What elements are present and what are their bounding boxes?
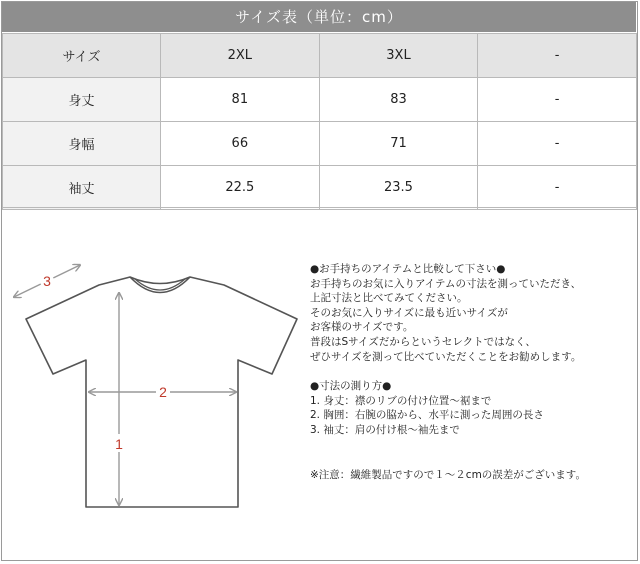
compare-line: ぜひサイズを測って比べていただくことをお勧めします。 [310,350,582,363]
table-cell: 66 [161,122,320,166]
table-row [3,166,637,210]
chest-label: 2 [159,384,167,400]
table-cell: 71 [319,122,478,166]
measure-line: 3. 袖丈：肩の付け根～袖先まで [310,423,460,436]
row-label: 袖丈 [3,166,161,210]
header-cell-3xl: 3XL [319,34,478,78]
row-label: 身幅 [3,122,161,166]
compare-line: そのお気に入りサイズに最も近いサイズが [310,306,508,319]
compare-line: お手持ちのお気に入りアイテムの寸法を測っていただき、 [310,277,582,290]
row-label: 身丈 [3,78,161,122]
table-row [3,78,637,122]
table-cell: - [478,166,637,210]
compare-line: 上記寸法と比べてみてください。 [310,292,468,305]
section-divider [2,207,637,208]
table-header-row [3,34,637,78]
caution-note: ※注意：繊維製品ですので１～２cmの誤差がございます。 [310,468,586,481]
table-cell: 23.5 [319,166,478,210]
measurement-notes [310,262,586,482]
table-cell: - [478,78,637,122]
length-label: 1 [115,436,123,452]
header-cell-dash: - [478,34,637,78]
header-cell-2xl: 2XL [161,34,320,78]
compare-line: お客様のサイズです。 [310,321,414,334]
table-cell: 22.5 [161,166,320,210]
measure-heading: ●寸法の測り方● [310,380,392,393]
table-cell: 81 [161,78,320,122]
tshirt-diagram [0,240,305,530]
sleeve-label: 3 [43,273,51,289]
compare-heading: ●お手持ちのアイテムと比較して下さい● [310,263,506,275]
measure-line: 1. 身丈：襟のリブの付け位置～裾まで [310,394,492,407]
compare-line: 普段はSサイズだからというセレクトではなく、 [310,335,536,348]
size-chart-title: サイズ表（単位：cm） [2,2,636,32]
table-cell: - [478,122,637,166]
size-table [2,33,637,210]
header-cell-size: サイズ [3,34,161,78]
table-cell: 83 [319,78,478,122]
measure-line: 2. 胸囲：右腕の脇から、水平に測った周囲の長さ [310,409,544,422]
table-row [3,122,637,166]
